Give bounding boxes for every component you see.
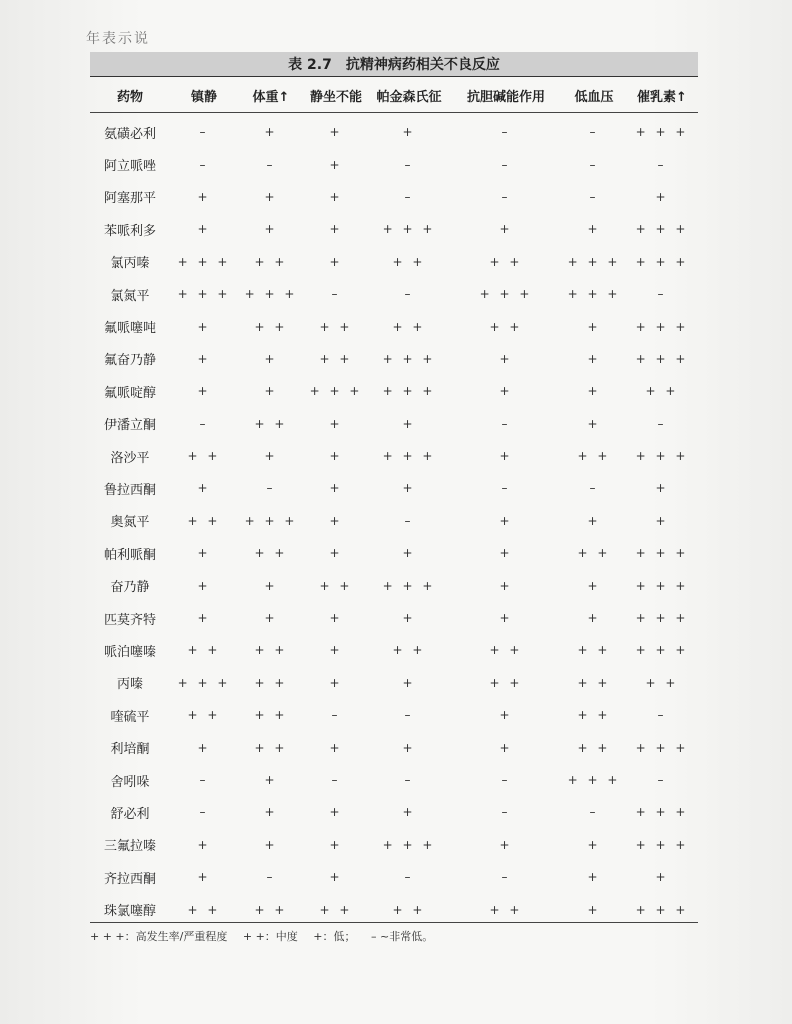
rating-cell: + — [329, 449, 343, 464]
rating-cell: + — [264, 125, 278, 140]
rating-cell: + + — [187, 513, 221, 528]
rating-cell: + — [329, 611, 343, 626]
table-row — [90, 861, 698, 893]
drug-name-cell: 氟哌啶醇 — [103, 385, 156, 401]
table-row — [90, 116, 698, 148]
rating-cell: – — [404, 870, 414, 885]
rating-cell: – — [501, 416, 511, 431]
rating-cell: + — [197, 837, 211, 852]
drug-name-cell: 喹硫平 — [110, 709, 150, 725]
rating-cell: – — [199, 157, 209, 172]
rating-cell: + — [264, 837, 278, 852]
table-row — [90, 408, 698, 440]
table-row — [90, 569, 698, 601]
footnote-very-low: – ~非常低。 — [371, 930, 434, 943]
rating-cell: + + + — [382, 449, 436, 464]
drug-name-cell: 舒必利 — [110, 806, 150, 822]
rating-cell: + + + — [567, 287, 621, 302]
rating-cell: + — [499, 222, 513, 237]
rating-cell: + — [197, 319, 211, 334]
rating-cell: + + + — [635, 611, 689, 626]
rating-cell: + — [329, 740, 343, 755]
drug-name-cell: 匹莫齐特 — [103, 612, 156, 628]
rating-cell: + + + — [177, 675, 231, 690]
rating-cell: + + — [489, 319, 523, 334]
rating-cell: + — [329, 416, 343, 431]
rating-cell: + — [402, 481, 416, 496]
table-title: 抗精神病药相关不良反应 — [345, 57, 500, 73]
rating-cell: + + — [577, 546, 611, 561]
rating-cell: + + — [254, 675, 288, 690]
rating-cell: + — [655, 513, 669, 528]
rating-cell: + + — [319, 902, 353, 917]
rating-cell: + — [402, 611, 416, 626]
rating-cell: + + — [254, 254, 288, 269]
rating-cell: – — [657, 416, 667, 431]
rating-cell: – — [589, 481, 599, 496]
rating-cell: + — [402, 805, 416, 820]
rating-cell: + + — [254, 740, 288, 755]
rating-cell: + — [655, 189, 669, 204]
rating-cell: + + + — [635, 222, 689, 237]
rating-cell: + + — [392, 254, 426, 269]
drug-name-cell: 鲁拉西酮 — [103, 482, 156, 498]
rating-cell: + — [402, 740, 416, 755]
table-row — [90, 310, 698, 342]
rating-cell: + — [264, 611, 278, 626]
table-row — [90, 893, 698, 925]
rating-cell: + — [264, 449, 278, 464]
rating-cell: + — [264, 805, 278, 820]
rating-cell: – — [589, 157, 599, 172]
rating-cell: + — [587, 384, 601, 399]
rating-cell: – — [404, 773, 414, 787]
rating-cell: + + + — [382, 837, 436, 852]
drug-name-cell: 利培酮 — [110, 742, 150, 758]
rating-cell: + + — [319, 319, 353, 334]
rating-cell: + + + — [244, 287, 298, 302]
table-row — [90, 375, 698, 407]
table-row — [90, 181, 698, 213]
table-row — [90, 440, 698, 472]
table-row — [90, 634, 698, 666]
rating-cell: + + + — [382, 578, 436, 593]
column-header-parkinsonism: 帕金森氏征 — [376, 89, 442, 105]
rating-cell: + + — [392, 902, 426, 917]
drug-name-cell: 洛沙平 — [110, 450, 150, 466]
drug-name-cell: 氨磺必利 — [103, 126, 156, 142]
rating-cell: + + — [254, 546, 288, 561]
rating-cell: + + + — [479, 287, 533, 302]
rating-cell: – — [501, 773, 511, 787]
rating-cell: + + + — [382, 222, 436, 237]
rating-cell: + — [197, 481, 211, 496]
column-header-weight-gain: 体重↑ — [252, 89, 290, 105]
footnote-high: + + +：高发生率/严重程度 — [90, 930, 228, 943]
rating-cell: + — [329, 157, 343, 172]
table-footnote — [90, 928, 698, 944]
rating-cell: + + — [254, 416, 288, 431]
rating-cell: – — [199, 773, 209, 787]
drug-name-cell: 珠氯噻醇 — [103, 904, 156, 920]
drug-name-cell: 三氟拉嗪 — [103, 839, 156, 855]
rating-cell: + + — [489, 254, 523, 269]
rating-cell: + + + — [567, 254, 621, 269]
rating-cell: – — [266, 481, 276, 496]
rating-cell: – — [501, 189, 511, 204]
drug-name-cell: 阿塞那平 — [103, 191, 156, 207]
rating-cell: + — [197, 384, 211, 399]
drug-name-cell: 丙嗪 — [116, 677, 143, 693]
rating-cell: + — [329, 254, 343, 269]
rating-cell: – — [199, 416, 209, 431]
rating-cell: + — [329, 870, 343, 885]
rating-cell: – — [501, 481, 511, 496]
rating-cell: + — [329, 189, 343, 204]
rating-cell: + + + — [635, 254, 689, 269]
rating-cell: + — [197, 351, 211, 366]
rating-cell: + — [329, 546, 343, 561]
rating-cell: + — [499, 546, 513, 561]
drug-name-cell: 齐拉西酮 — [103, 871, 156, 887]
rating-cell: – — [331, 287, 341, 302]
footnote-moderate: + +：中度 — [242, 930, 298, 943]
rating-cell: – — [657, 773, 667, 787]
rating-cell: + — [402, 675, 416, 690]
rating-cell: – — [501, 157, 511, 172]
rating-cell: – — [589, 805, 599, 820]
column-header-sedation: 镇静 — [190, 89, 217, 105]
rating-cell: + + — [254, 643, 288, 658]
rating-cell: + — [587, 578, 601, 593]
table-row — [90, 505, 698, 537]
drug-name-cell: 苯哌利多 — [103, 223, 156, 239]
table-header-row — [90, 82, 698, 108]
rating-cell: + + — [645, 384, 679, 399]
drug-name-cell: 阿立哌唑 — [103, 159, 156, 175]
table-row — [90, 731, 698, 763]
rating-cell: + — [587, 416, 601, 431]
rating-cell: + + + — [635, 578, 689, 593]
rating-cell: + — [499, 513, 513, 528]
rating-cell: – — [404, 157, 414, 172]
rating-cell: + — [264, 351, 278, 366]
rating-cell: + — [264, 189, 278, 204]
rating-cell: – — [266, 870, 276, 885]
rating-cell: + + + — [382, 384, 436, 399]
rating-cell: + + — [392, 643, 426, 658]
rating-cell: + + + — [635, 805, 689, 820]
rating-cell: – — [589, 125, 599, 140]
rating-cell: + + — [319, 351, 353, 366]
rating-cell: – — [331, 773, 341, 787]
rating-cell: + — [499, 351, 513, 366]
rating-cell: + + + — [635, 546, 689, 561]
rating-cell: + — [329, 125, 343, 140]
rating-cell: – — [501, 125, 511, 140]
rating-cell: + — [197, 189, 211, 204]
column-header-akathisia: 静坐不能 — [309, 89, 362, 105]
rating-cell: + — [197, 740, 211, 755]
rating-cell: + + + — [635, 351, 689, 366]
rating-cell: + — [329, 805, 343, 820]
rating-cell: + + — [187, 643, 221, 658]
table-header-rule — [90, 112, 698, 113]
rating-cell: + — [264, 578, 278, 593]
table-row — [90, 796, 698, 828]
drug-name-cell: 奥氮平 — [110, 515, 150, 531]
drug-name-cell: 氯氮平 — [110, 288, 150, 304]
rating-cell: – — [657, 287, 667, 302]
table-body — [90, 116, 698, 926]
table-row — [90, 537, 698, 569]
drug-name-cell: 舍吲哚 — [110, 774, 150, 790]
rating-cell: + + + — [177, 287, 231, 302]
rating-cell: + — [499, 578, 513, 593]
rating-cell: + + + — [635, 902, 689, 917]
table-top-rule — [90, 76, 698, 77]
rating-cell: + + — [392, 319, 426, 334]
rating-cell: – — [266, 157, 276, 172]
rating-cell: + — [197, 546, 211, 561]
rating-cell: + — [329, 675, 343, 690]
rating-cell: + — [499, 740, 513, 755]
rating-cell: + — [499, 837, 513, 852]
column-header-drug: 药物 — [116, 89, 143, 105]
rating-cell: + + + — [635, 643, 689, 658]
column-header-anticholinergic: 抗胆碱能作用 — [466, 89, 545, 105]
drug-name-cell: 奋乃静 — [110, 580, 150, 596]
rating-cell: + — [264, 222, 278, 237]
rating-cell: + + — [577, 675, 611, 690]
rating-cell: + — [402, 416, 416, 431]
rating-cell: + + + — [177, 254, 231, 269]
table-title-band — [90, 52, 698, 76]
drug-name-cell: 帕利哌酮 — [103, 547, 156, 563]
rating-cell: + — [264, 773, 278, 787]
rating-cell: + + — [254, 708, 288, 723]
rating-cell: – — [657, 157, 667, 172]
rating-cell: + — [587, 319, 601, 334]
drug-name-cell: 氯丙嗪 — [110, 256, 150, 272]
rating-cell: + + — [254, 902, 288, 917]
rating-cell: + — [587, 222, 601, 237]
drug-name-cell: 伊潘立酮 — [103, 418, 156, 434]
rating-cell: + + + — [567, 773, 621, 787]
rating-cell: + — [587, 870, 601, 885]
rating-cell: + + + — [635, 319, 689, 334]
rating-cell: + + + — [382, 351, 436, 366]
rating-cell: + — [329, 837, 343, 852]
rating-cell: + + — [187, 708, 221, 723]
rating-cell: + — [587, 902, 601, 917]
rating-cell: + + — [254, 319, 288, 334]
footnote-low: +：低； — [313, 930, 356, 943]
table-row — [90, 699, 698, 731]
drug-name-cell: 哌泊噻嗪 — [103, 644, 156, 660]
rating-cell: + + — [187, 902, 221, 917]
table-row — [90, 278, 698, 310]
rating-cell: – — [404, 513, 414, 528]
rating-cell: + — [197, 578, 211, 593]
rating-cell: + + — [489, 675, 523, 690]
rating-cell: + + — [319, 578, 353, 593]
table-row — [90, 472, 698, 504]
rating-cell: – — [501, 805, 511, 820]
drug-name-cell: 氟奋乃静 — [103, 353, 156, 369]
rating-cell: + + — [577, 708, 611, 723]
table-row — [90, 148, 698, 180]
rating-cell: + + — [489, 902, 523, 917]
rating-cell: + — [197, 870, 211, 885]
rating-cell: + + — [577, 740, 611, 755]
rating-cell: + — [402, 125, 416, 140]
rating-cell: + + — [489, 643, 523, 658]
rating-cell: – — [199, 125, 209, 140]
rating-cell: + — [402, 546, 416, 561]
rating-cell: – — [199, 805, 209, 820]
rating-cell: + + + — [635, 125, 689, 140]
rating-cell: + + + — [635, 740, 689, 755]
rating-cell: + — [499, 449, 513, 464]
rating-cell: + — [587, 351, 601, 366]
table-number: 表 2.7 — [288, 57, 332, 73]
table-row — [90, 764, 698, 796]
rating-cell: + — [329, 222, 343, 237]
rating-cell: + + — [577, 449, 611, 464]
rating-cell: – — [404, 708, 414, 723]
running-header-fragment: 年表示说 — [86, 31, 150, 47]
rating-cell: + — [329, 513, 343, 528]
column-header-prolactin: 催乳素↑ — [637, 89, 687, 105]
rating-cell: + — [655, 481, 669, 496]
rating-cell: + + + — [309, 384, 363, 399]
table-bottom-rule — [90, 922, 698, 923]
rating-cell: + — [329, 481, 343, 496]
drug-name-cell: 氟哌噻吨 — [103, 321, 156, 337]
table-row — [90, 602, 698, 634]
rating-cell: + — [197, 222, 211, 237]
table-row — [90, 829, 698, 861]
rating-cell: + + + — [635, 449, 689, 464]
rating-cell: + + + — [244, 513, 298, 528]
rating-cell: + — [264, 384, 278, 399]
rating-cell: + — [197, 611, 211, 626]
table-row — [90, 343, 698, 375]
rating-cell: + — [587, 837, 601, 852]
rating-cell: + — [329, 643, 343, 658]
rating-cell: – — [657, 708, 667, 723]
table-row — [90, 213, 698, 245]
rating-cell: + + — [577, 643, 611, 658]
rating-cell: + + + — [635, 837, 689, 852]
rating-cell: + — [499, 384, 513, 399]
column-header-hypotension: 低血压 — [574, 89, 614, 105]
rating-cell: – — [589, 189, 599, 204]
rating-cell: + — [587, 513, 601, 528]
table-row — [90, 667, 698, 699]
rating-cell: + + — [645, 675, 679, 690]
rating-cell: + — [499, 708, 513, 723]
rating-cell: – — [404, 189, 414, 204]
rating-cell: – — [501, 870, 511, 885]
rating-cell: – — [404, 287, 414, 302]
rating-cell: – — [331, 708, 341, 723]
rating-cell: + — [587, 611, 601, 626]
rating-cell: + + — [187, 449, 221, 464]
rating-cell: + — [655, 870, 669, 885]
rating-cell: + — [499, 611, 513, 626]
table-row — [90, 246, 698, 278]
